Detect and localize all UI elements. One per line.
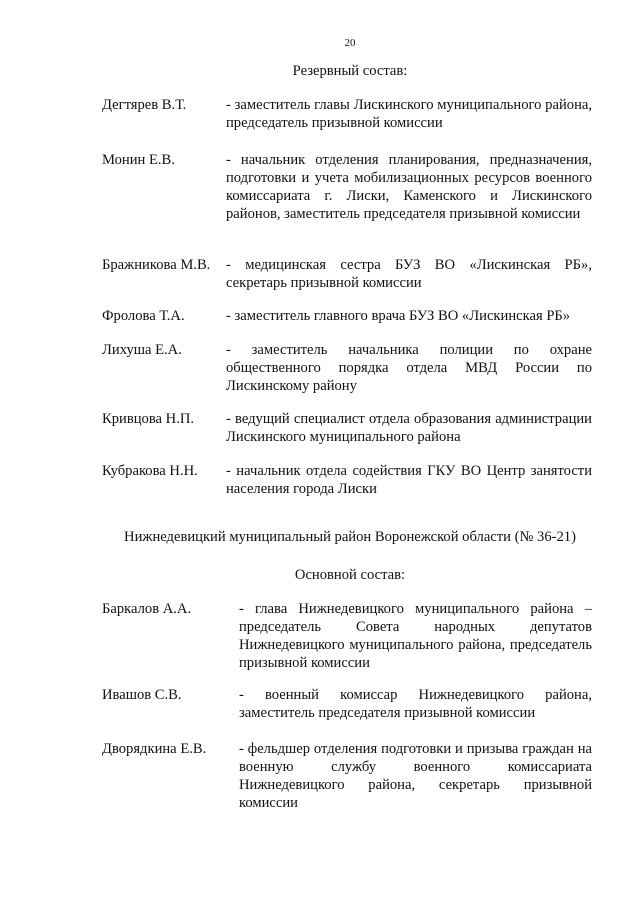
page-number: 20 bbox=[344, 37, 356, 49]
reserve-heading: Резервный состав: bbox=[292, 63, 408, 79]
member-name: Кривцова Н.П. bbox=[102, 411, 195, 427]
member-role: - начальник отдела содействия ГКУ ВО Центр занятости населения города Лиски bbox=[226, 463, 592, 497]
member-name: Баркалов А.А. bbox=[102, 601, 192, 617]
member-role: - заместитель начальника полиции по охране общественного порядка отдела МВД России по Лискинскому району bbox=[226, 342, 592, 394]
member-name: Дегтярев В.Т. bbox=[102, 97, 187, 113]
member-name: Дворядкина Е.В. bbox=[102, 741, 207, 757]
member-role: - начальник отделения планирования, предназначения, подготовки и учета мобилизационных ресурсов военного комиссариата г. Лиски, Каменского и Лискинского районов, заместитель председателя призывной комиссии bbox=[226, 152, 592, 222]
district-title: Нижнедевицкий муниципальный район Воронежской области (№ 36-21) bbox=[124, 529, 576, 545]
member-role: - военный комиссар Нижнедевицкого района, заместитель председателя призывной комиссии bbox=[239, 687, 592, 721]
member-name: Фролова Т.А. bbox=[102, 308, 185, 324]
member-name: Ивашов С.В. bbox=[102, 687, 182, 703]
member-name: Бражникова М.В. bbox=[102, 257, 211, 273]
main-heading: Основной состав: bbox=[294, 567, 406, 583]
member-name: Монин Е.В. bbox=[102, 152, 175, 168]
member-name: Лихуша Е.А. bbox=[102, 342, 182, 358]
member-role: - глава Нижнедевицкого муниципального района – председатель Совета народных депутатов Нижнедевицкого муниципального района, председатель призывной комиссии bbox=[239, 601, 592, 671]
member-role: - медицинская сестра БУЗ ВО «Лискинская РБ», секретарь призывной комиссии bbox=[226, 257, 592, 291]
member-role: - заместитель главы Лискинского муниципального района, председатель призывной комиссии bbox=[226, 97, 592, 131]
member-role: - ведущий специалист отдела образования администрации Лискинского муниципального района bbox=[226, 411, 592, 445]
member-role: - фельдшер отделения подготовки и призыва граждан на военную службу военного комиссариата Нижнедевицкого района, секретарь призывной комиссии bbox=[239, 741, 592, 811]
member-role: - заместитель главного врача БУЗ ВО «Лискинская РБ» bbox=[226, 308, 571, 324]
member-name: Кубракова Н.Н. bbox=[102, 463, 198, 479]
